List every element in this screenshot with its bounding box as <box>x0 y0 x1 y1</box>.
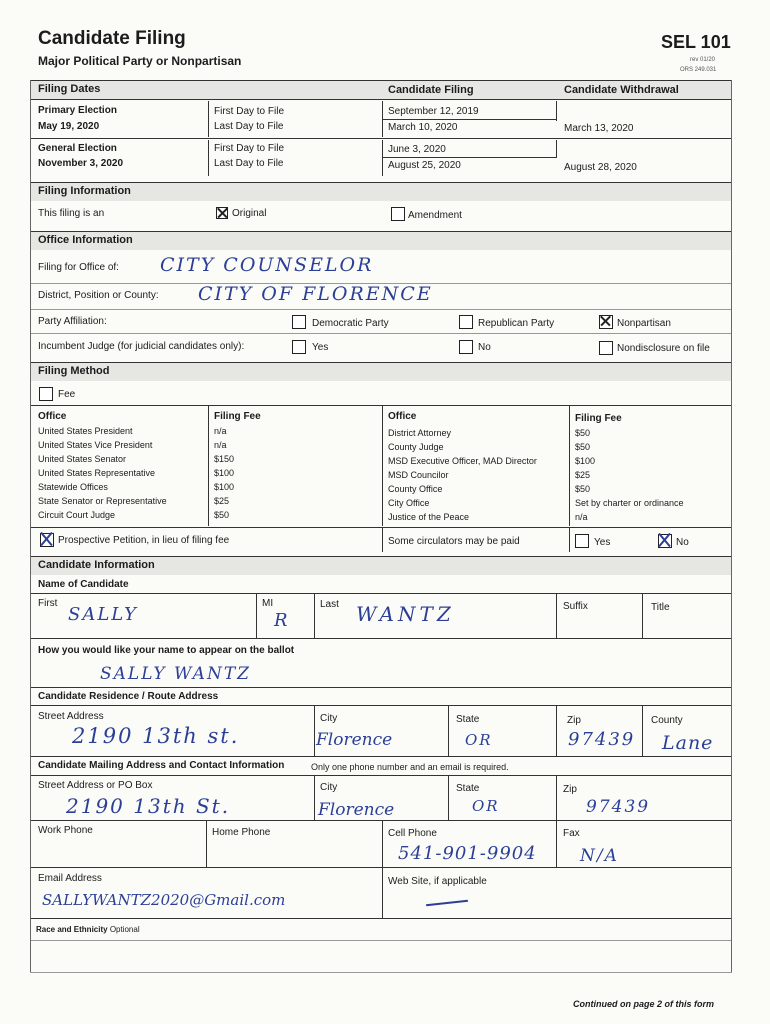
title-label: Title <box>651 602 670 613</box>
last-name-label: Last <box>320 599 339 610</box>
left-office-header: Office <box>38 411 67 422</box>
fee-row-fee: n/a <box>575 512 588 522</box>
section-candidate-information: Candidate Information <box>30 556 732 575</box>
form-left-border <box>30 80 31 972</box>
circulators-no-label: No <box>676 537 689 548</box>
middle-initial-label: MI <box>262 598 274 609</box>
divider <box>448 776 449 820</box>
primary-last-day: March 10, 2020 <box>388 122 458 133</box>
divider <box>256 594 257 638</box>
fee-row-office: State Senator or Representative <box>38 496 167 506</box>
residence-header: Candidate Residence / Route Address <box>38 691 219 702</box>
fee-row-office: MSD Councilor <box>388 470 449 480</box>
divider <box>448 706 449 756</box>
divider <box>314 776 315 820</box>
divider <box>556 776 557 820</box>
fee-row-fee: $50 <box>575 484 591 494</box>
fax-label: Fax <box>563 828 580 839</box>
original-label: Original <box>232 208 267 219</box>
divider <box>569 528 570 552</box>
general-withdrawal: August 28, 2020 <box>564 162 637 173</box>
judge-yes-checkbox[interactable] <box>292 340 306 354</box>
race-ethnicity-label: Race and Ethnicity Optional <box>36 925 140 934</box>
nonpartisan-label: Nonpartisan <box>617 318 671 329</box>
divider <box>30 638 732 639</box>
form-statute: ORS 249.031 <box>680 67 717 73</box>
fee-row-fee: Set by charter or ordinance <box>575 498 684 508</box>
amendment-label: Amendment <box>408 210 462 221</box>
divider <box>30 756 732 757</box>
divider <box>30 972 732 973</box>
republican-checkbox[interactable] <box>459 315 473 329</box>
divider <box>30 705 732 706</box>
divider <box>30 593 732 594</box>
col-candidate-withdrawal: Candidate Withdrawal <box>564 84 679 96</box>
divider <box>556 101 557 121</box>
fee-label: Fee <box>58 389 76 400</box>
judge-no-label: No <box>478 342 491 353</box>
divider <box>382 868 383 918</box>
name-of-candidate-header: Name of Candidate <box>38 579 129 590</box>
divider <box>382 119 557 120</box>
circulators-no-checkbox[interactable] <box>658 534 672 548</box>
general-first-day: June 3, 2020 <box>388 144 446 155</box>
divider <box>556 140 557 158</box>
fee-row-office: MSD Executive Officer, MAD Director <box>388 456 537 466</box>
city-label: City <box>320 713 338 724</box>
fee-row-fee: $100 <box>214 468 235 478</box>
form-revision: rev 01/20 <box>690 57 716 63</box>
first-name-value[interactable]: SALLY <box>68 604 138 625</box>
fee-row-fee: n/a <box>214 440 227 450</box>
first-name-label: First <box>38 598 58 609</box>
cell-phone-value[interactable]: 541-901-9904 <box>398 843 537 864</box>
divider <box>208 140 209 176</box>
mail-zip-value[interactable]: 97439 <box>586 797 651 817</box>
mailing-note: Only one phone number and an email is required. <box>311 762 509 772</box>
mail-state-label: State <box>456 783 480 794</box>
divider <box>30 333 732 334</box>
divider <box>556 594 557 638</box>
primary-election-label: Primary Election <box>38 105 117 116</box>
state-value[interactable]: OR <box>465 731 493 749</box>
fee-row-office: County Judge <box>388 442 444 452</box>
fee-row-fee: $100 <box>575 456 596 466</box>
divider <box>30 940 732 941</box>
fee-row-office: Circuit Court Judge <box>38 510 116 520</box>
fee-row-fee: $150 <box>214 454 235 464</box>
divider <box>30 405 732 406</box>
divider <box>30 867 732 868</box>
continued-note: Continued on page 2 of this form <box>573 999 714 1009</box>
divider <box>642 706 643 756</box>
fee-row-fee: $25 <box>214 496 230 506</box>
form-title: Candidate Filing <box>38 28 186 49</box>
section-office-information: Office Information <box>30 231 732 250</box>
divider <box>30 687 732 688</box>
circulators-yes-checkbox[interactable] <box>575 534 589 548</box>
office-value[interactable]: CITY COUNSELOR <box>160 254 374 276</box>
form-subtitle: Major Political Party or Nonpartisan <box>38 54 242 68</box>
fee-row-fee: $50 <box>575 428 591 438</box>
fee-row-fee: $50 <box>575 442 591 452</box>
district-value[interactable]: CITY OF FLORENCE <box>198 283 433 305</box>
col-candidate-filing: Candidate Filing <box>388 84 474 96</box>
petition-label: Prospective Petition, in lieu of filing fee <box>58 535 230 546</box>
fax-value[interactable]: N/A <box>580 846 619 866</box>
divider <box>569 406 570 526</box>
form-id: SEL 101 <box>661 32 731 52</box>
divider <box>556 821 557 867</box>
divider <box>382 140 383 176</box>
fee-row-office: United States Vice President <box>38 440 153 450</box>
divider <box>382 157 557 158</box>
mail-street-label: Street Address or PO Box <box>38 780 153 791</box>
circulators-label: Some circulators may be paid <box>388 536 520 547</box>
judge-no-checkbox[interactable] <box>459 340 473 354</box>
petition-checkbox[interactable] <box>40 533 54 547</box>
nondisclosure-label: Nondisclosure on file <box>617 343 710 354</box>
street-address-value[interactable]: 2190 13th st. <box>72 724 240 748</box>
amendment-checkbox[interactable] <box>391 207 405 221</box>
primary-election-date: May 19, 2020 <box>38 121 100 132</box>
ballot-name-label: How you would like your name to appear on the ballot <box>38 645 295 656</box>
section-filing-method: Filing Method <box>30 362 732 381</box>
fee-row-office: United States Senator <box>38 454 127 464</box>
fee-row-office: County Office <box>388 484 443 494</box>
work-phone-label: Work Phone <box>38 825 93 836</box>
primary-withdrawal: March 13, 2020 <box>564 123 634 134</box>
republican-label: Republican Party <box>478 318 555 329</box>
nondisclosure-checkbox[interactable] <box>599 341 613 355</box>
suffix-label: Suffix <box>563 601 588 612</box>
general-election-label: General Election <box>38 143 117 154</box>
left-fee-header: Filing Fee <box>214 411 261 422</box>
fee-row-fee: $25 <box>575 470 591 480</box>
divider <box>314 594 315 638</box>
last-name-value[interactable]: WANTZ <box>356 602 455 626</box>
general-election-date: November 3, 2020 <box>38 158 124 169</box>
divider <box>206 821 207 867</box>
nonpartisan-checkbox[interactable] <box>599 315 613 329</box>
divider <box>30 820 732 821</box>
mail-zip-label: Zip <box>563 784 577 795</box>
middle-initial-value[interactable]: R <box>274 610 290 631</box>
primary-first-day-label: First Day to File <box>214 106 285 117</box>
fee-row-office: District Attorney <box>388 428 452 438</box>
divider <box>208 101 209 137</box>
divider <box>208 406 209 526</box>
fee-row-office: City Office <box>388 498 430 508</box>
county-value[interactable]: Lane <box>662 732 714 754</box>
mailing-header: Candidate Mailing Address and Contact Information <box>38 760 285 771</box>
fee-row-office: United States President <box>38 426 133 436</box>
website-dash-mark <box>426 900 468 906</box>
divider <box>30 99 732 100</box>
divider <box>314 706 315 756</box>
primary-first-day: September 12, 2019 <box>388 106 479 117</box>
divider <box>556 706 557 756</box>
fee-row-fee: $100 <box>214 482 235 492</box>
zip-value[interactable]: 97439 <box>568 729 636 750</box>
ballot-name-value[interactable]: SALLY WANTZ <box>100 664 251 684</box>
divider <box>642 594 643 638</box>
mail-city-label: City <box>320 782 338 793</box>
divider <box>30 527 732 528</box>
form-right-border <box>731 80 732 972</box>
mail-state-value[interactable]: OR <box>472 797 500 815</box>
street-address-label: Street Address <box>38 711 104 722</box>
email-label: Email Address <box>38 873 102 884</box>
section-filing-information: Filing Information <box>30 182 732 201</box>
fee-row-fee: n/a <box>214 426 227 436</box>
primary-last-day-label: Last Day to File <box>214 121 284 132</box>
general-first-day-label: First Day to File <box>214 143 285 154</box>
general-last-day: August 25, 2020 <box>388 160 461 171</box>
zip-label: Zip <box>567 715 581 726</box>
democratic-label: Democratic Party <box>312 318 389 329</box>
divider <box>30 775 732 776</box>
website-label: Web Site, if applicable <box>388 876 487 887</box>
fee-row-office: Statewide Offices <box>38 482 108 492</box>
divider <box>30 138 732 139</box>
fee-row-fee: $50 <box>214 510 230 520</box>
divider <box>30 918 732 919</box>
right-office-header: Office <box>388 411 417 422</box>
divider <box>382 528 383 552</box>
section-filing-dates: Filing Dates <box>30 80 732 99</box>
email-value[interactable]: SALLYWANTZ2020@Gmail.com <box>42 891 286 909</box>
mail-street-value[interactable]: 2190 13th St. <box>66 794 231 818</box>
county-label: County <box>651 715 683 726</box>
city-value[interactable]: Florence <box>316 730 393 750</box>
fee-row-office: United States Representative <box>38 468 156 478</box>
right-fee-header: Filing Fee <box>575 413 622 424</box>
office-label: Filing for Office of: <box>38 262 119 273</box>
fee-checkbox[interactable] <box>39 387 53 401</box>
circulators-yes-label: Yes <box>594 537 611 548</box>
cell-phone-label: Cell Phone <box>388 828 437 839</box>
mail-city-value[interactable]: Florence <box>318 800 395 820</box>
home-phone-label: Home Phone <box>212 827 271 838</box>
judge-yes-label: Yes <box>312 342 329 353</box>
general-last-day-label: Last Day to File <box>214 158 284 169</box>
democratic-checkbox[interactable] <box>292 315 306 329</box>
state-label: State <box>456 714 480 725</box>
fee-row-office: Justice of the Peace <box>388 512 470 522</box>
incumbent-judge-label: Incumbent Judge (for judicial candidates only): <box>38 341 245 352</box>
party-label: Party Affiliation: <box>38 316 107 327</box>
divider <box>382 406 383 526</box>
original-checkbox[interactable] <box>216 207 228 219</box>
divider <box>382 821 383 867</box>
divider <box>30 309 732 310</box>
district-label: District, Position or County: <box>38 290 159 301</box>
filing-type-label: This filing is an <box>38 208 105 219</box>
